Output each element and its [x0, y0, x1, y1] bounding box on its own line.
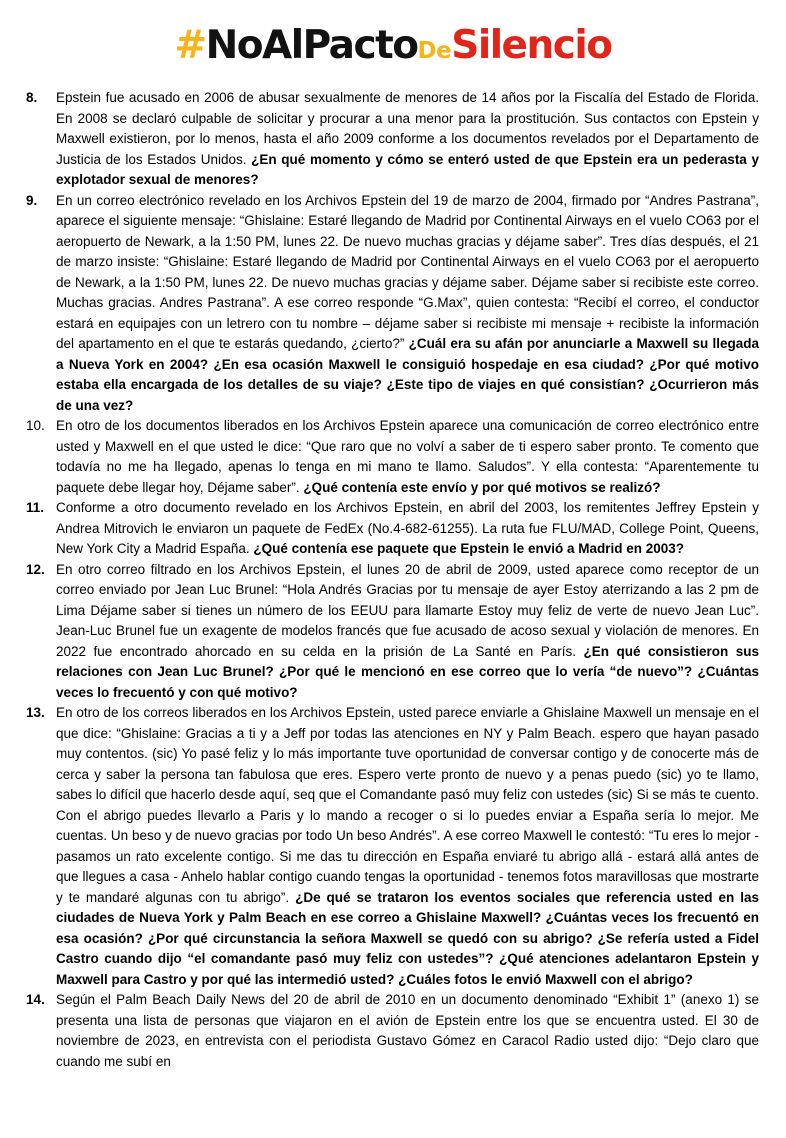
campaign-logo [0, 24, 786, 73]
item-question: ¿De qué se trataron los eventos sociales que referencia usted en las ciudades de Nueva York y Palm Beach en ese correo a Ghislaine Maxwell? ¿Cuántas veces los frecuentó en esa ocasión? ¿Por qué circunstancia la señora Maxwell se quedó con su abrigo? ¿Se refería usted a Fidel Castro cuando dijo “el comandante pasó muy feliz con ustedes”? ¿Qué atenciones adelantaron Epstein y Maxwell para Castro y por qué las intermedió usted? ¿Cuáles fotos le envió Maxwell con el abrigo? [56, 889, 759, 987]
logo-hash: # [174, 23, 206, 68]
list-item-10 [26, 416, 759, 498]
item-context: Según el Palm Beach Daily News del 20 de abril de 2010 en un documento denominado “Exhibit 1” (anexo 1) se presenta una lista de personas que viajaron en el avión de Epstein entre los que se encuentra usted. El 30 de noviembre de 2023, en entrevista con el periodista Gustavo Gómez en Caracol Radio usted dijo: “Dejo claro que cuando me subí en [56, 992, 759, 1069]
logo-word-de: De [417, 38, 452, 64]
item-number: 11. [26, 500, 45, 515]
list-item-8 [26, 88, 759, 191]
item-body [56, 88, 759, 191]
item-body [56, 990, 759, 1072]
item-context: En otro de los documentos liberados en los Archivos Epstein aparece una comunicación de correo electrónico entre usted y Maxwell en el que usted le dice: “Que raro que no volví a saber de ti espero saber pronto. Te comento que todavía no me ha llegado, apenas lo tenga en mi mano te llamo. Saludos”. Y ella contesta: “Aparentemente tu paquete debe llegar hoy, Déjame saber”. [56, 418, 759, 495]
item-body [56, 416, 759, 498]
item-body [56, 191, 759, 417]
item-body [56, 560, 759, 704]
logo-word-silencio: Silencio [451, 23, 612, 68]
item-context: En otro de los correos liberados en los Archivos Epstein, usted parece enviarle a Ghislaine Maxwell un mensaje en el que dice: “Ghislaine: Gracias a ti y a Jeff por todas las atenciones en NY y Palm Beach. espero que hayan pasado muy contentos. (sic) Yo pasé feliz y lo más importante tuve oportunidad de conversar contigo y de conocerte más de cerca y saber la persona tan fabulosa que eres. Espero verte pronto de nuevo y a penas puedo (sic) yo te llamo, sabes lo difícil que hacerlo desde aquí, seq que el Comandante pasó muy feliz con ustedes (sic) Si se más te cuento. Con el abrigo puedes llevarlo a Paris y lo mando a recoger o si lo puedes enviar a España sería lo mejor. Me cuentas. Un beso y de nuevo gracias por todo Un beso Andrés”. A ese correo Maxwell le contestó: “Tu eres lo mejor - pasamos un rato excelente contigo. Si me das tu dirección en España enviaré tu abrigo allá - estará allá antes de que llegues a casa - Anhelo hablar contigo cuando tengas la oportunidad - tenemos fotos maravillosas que mostrarte y te mandaré algunas con tu abrigo”. [56, 705, 759, 905]
item-context: En un correo electrónico revelado en los Archivos Epstein del 19 de marzo de 2004, firmado por “Andres Pastrana”, aparece el siguiente mensaje: “Ghislaine: Estaré llegando de Madrid por Continental Airways en el vuelo CO63 por el aeropuerto de Newark, a la 1:50 PM, lunes 22. De nuevo muchas gracias y déjame saber”. Tres días después, el 21 de marzo insiste: “Ghislaine: Estaré llegando de Madrid por Continental Airways en el vuelo CO63 por el aeropuerto de Newark, a la 1:50 PM, lunes 22. De nuevo muchas gracias y déjame saber. Déjame saber si recibiste este correo. Muchas gracias. Andres Pastrana”. A ese correo responde “G.Max”, quien contesta: “Recibí el correo, el conductor estará en equipajes con un letrero con tu nombre – déjame saber si recibiste mi mensaje + recibiste la información del apartamento en el que te estarás quedando, ¿cierto?” [56, 192, 759, 351]
item-number: 8. [26, 90, 38, 105]
item-number: 9. [26, 192, 38, 208]
item-question: ¿En qué consistieron sus relaciones con Jean Luc Brunel? ¿Por qué le mencionó en ese correo que lo vería “de nuevo”? ¿Cuántas veces lo frecuentó y con qué motivo? [56, 643, 759, 700]
question-list [26, 88, 759, 1072]
logo-word-al: Al [262, 23, 303, 68]
list-item-12 [26, 560, 759, 704]
item-question: ¿Qué contenía este envío y por qué motivos se realizó? [303, 479, 661, 495]
item-number: 13. [26, 705, 45, 720]
item-context: Conforme a otro documento revelado en los Archivos Epstein, en abril del 2003, los remitentes Jeffrey Epstein y Andrea Mitrovich le enviaron un paquete de FedEx (No.4-682-61255). La ruta fue FLU/MAD, College Point, Queens, New York City a Madrid España. [56, 500, 759, 556]
item-context: Epstein fue acusado en 2006 de abusar sexualmente de menores de 14 años por la Fiscalía del Estado de Florida. En 2008 se declaró culpable de solicitar y procurar a una menor para la prostitución. Sus contactos con Epstein y Maxwell existieron, por lo menos, hasta el año 2009 conforme a los documentos revelados por el Departamento de Justicia de los Estados Unidos. [56, 90, 759, 167]
item-number: 10. [26, 418, 45, 433]
item-number: 12. [26, 561, 45, 577]
list-item-14 [26, 990, 759, 1072]
logo-word-no: No [205, 23, 263, 68]
list-item-9 [26, 191, 759, 417]
logo-word-pacto: Pacto [302, 23, 418, 68]
item-context: En otro correo filtrado en los Archivos Epstein, el lunes 20 de abril de 2009, usted aparece como receptor de un correo enviado por Jean Luc Brunel: “Hola Andrés Gracias por tu mensaje de ayer Estoy aterrizando a las 2 pm de Lima Déjame saber si tienes un número de los EEUU para llamarte Estoy muy feliz de verte de nuevo Jean Luc”. Jean-Luc Brunel fue un exagente de modelos francés que fue acusado de acoso sexual y violación de menores. En 2022 fue encontrado ahorcado en su celda en la prisión de La Santé en París. [56, 561, 759, 659]
item-body [56, 498, 759, 560]
item-question: ¿Cuál era su afán por anunciarle a Maxwell su llegada a Nueva York en 2004? ¿En esa ocasión Maxwell le consiguió hospedaje en esa ciudad? ¿Por qué motivo estaba ella encargada de los detalles de su viaje? ¿Este tipo de viajes en qué consistían? ¿Ocurrieron más de una vez? [56, 336, 759, 413]
item-body [56, 703, 759, 990]
item-question: ¿En qué momento y cómo se enteró usted de que Epstein era un pederasta y explotador sexual de menores? [56, 151, 759, 187]
item-number: 14. [26, 992, 45, 1007]
item-question: ¿Qué contenía ese paquete que Epstein le envió a Madrid en 2003? [253, 541, 684, 556]
list-item-13 [26, 703, 759, 990]
list-item-11 [26, 498, 759, 560]
